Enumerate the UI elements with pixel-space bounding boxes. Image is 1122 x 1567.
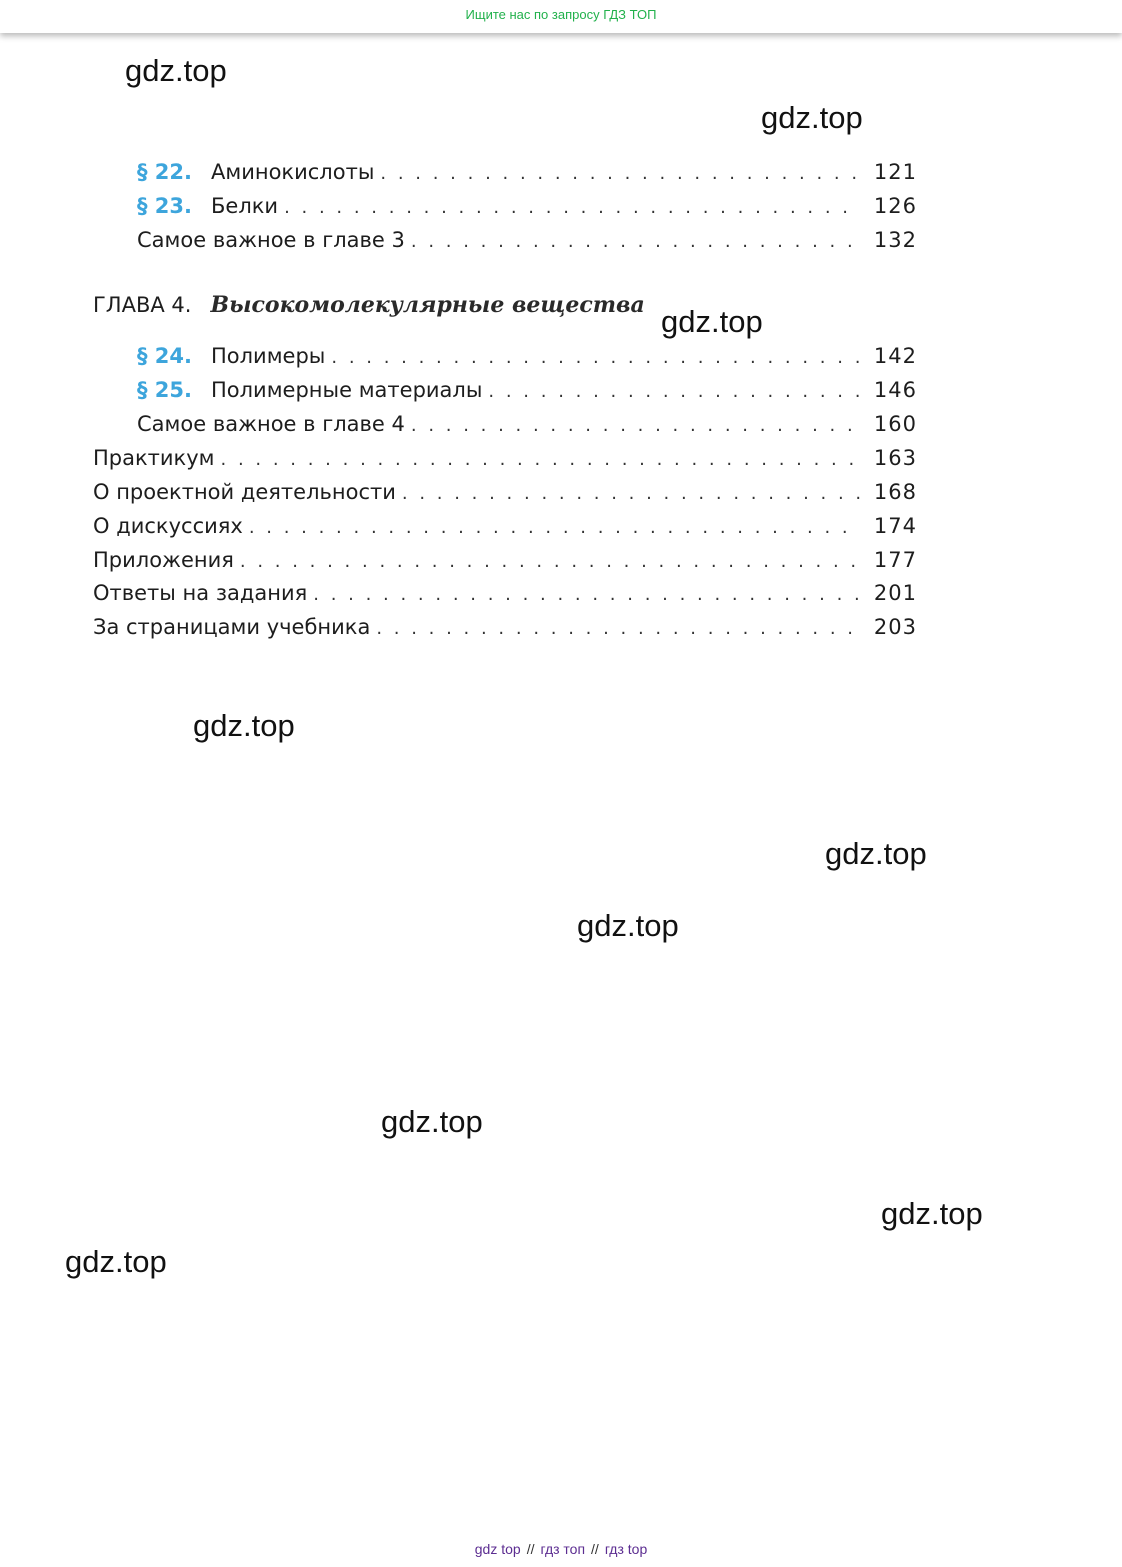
section-number: § 25.: [137, 378, 193, 402]
chapter-title: Высокомолекулярные вещества: [210, 292, 645, 318]
toc-entry: [93, 548, 917, 578]
watermark: gdz.top: [65, 1244, 167, 1279]
dot-leader: [380, 163, 861, 184]
entry-title: Аминокислоты: [211, 160, 375, 184]
entry-title: Ответы на задания: [93, 581, 308, 605]
watermark: gdz.top: [577, 908, 679, 943]
page-number: 174: [873, 514, 917, 538]
page-number: 160: [873, 412, 917, 436]
dot-leader: [488, 381, 861, 402]
entry-title: Полимерные материалы: [211, 378, 483, 402]
page-number: 142: [873, 344, 917, 368]
footer-link-gdz-top-ru[interactable]: гдз топ: [540, 1541, 586, 1557]
dot-leader: [284, 197, 861, 218]
toc-entry: [137, 378, 917, 408]
entry-title: За страницами учебника: [93, 615, 371, 639]
page-number: 168: [873, 480, 917, 504]
watermark: gdz.top: [825, 836, 927, 871]
watermark: gdz.top: [761, 100, 863, 135]
entry-title: О дискуссиях: [93, 514, 243, 538]
banner-text: Ищите нас по запросу ГДЗ ТОП: [465, 7, 657, 22]
toc-entry: [93, 446, 917, 476]
toc-entry: [93, 581, 917, 611]
section-number: § 22.: [137, 160, 193, 184]
footer-separator: //: [591, 1541, 599, 1557]
dot-leader: [313, 584, 861, 605]
chapter-heading: [93, 292, 645, 318]
watermark: gdz.top: [881, 1196, 983, 1231]
page-number: 203: [873, 615, 917, 639]
entry-title: Практикум: [93, 446, 215, 470]
entry-title: Самое важное в главе 4: [137, 412, 405, 436]
page-number: 121: [873, 160, 917, 184]
watermark: gdz.top: [661, 304, 763, 339]
page-number: 126: [873, 194, 917, 218]
section-number: § 24.: [137, 344, 193, 368]
footer-separator: //: [526, 1541, 535, 1557]
entry-title: Приложения: [93, 548, 234, 572]
toc-entry: [93, 514, 917, 544]
entry-title: Полимеры: [211, 344, 326, 368]
watermark: gdz.top: [193, 708, 295, 743]
page-number: 177: [873, 548, 917, 572]
toc-entry: [137, 228, 917, 258]
dot-leader: [411, 231, 861, 252]
watermark: gdz.top: [125, 53, 227, 88]
footer-links: [0, 1541, 1122, 1557]
watermark: gdz.top: [381, 1104, 483, 1139]
entry-title: Белки: [211, 194, 279, 218]
dot-leader: [376, 618, 861, 639]
page-number: 132: [873, 228, 917, 252]
footer-link-gdz-top-mixed[interactable]: гдз top: [604, 1541, 648, 1557]
dot-leader: [411, 415, 861, 436]
footer-link-gdz-top[interactable]: gdz top: [474, 1541, 521, 1557]
chapter-label: ГЛАВА 4.: [93, 293, 192, 317]
page-number: 201: [873, 581, 917, 605]
toc-entry: [137, 160, 917, 190]
toc-entry: [137, 344, 917, 374]
toc-entry: [137, 412, 917, 442]
page-number: 146: [873, 378, 917, 402]
toc-entry: [93, 480, 917, 510]
dot-leader: [240, 551, 861, 572]
dot-leader: [402, 483, 861, 504]
dot-leader: [331, 347, 861, 368]
toc-entry: [93, 615, 917, 645]
entry-title: О проектной деятельности: [93, 480, 396, 504]
top-banner: [0, 0, 1122, 33]
dot-leader: [221, 449, 861, 470]
dot-leader: [249, 517, 861, 538]
section-number: § 23.: [137, 194, 193, 218]
toc-entry: [137, 194, 917, 224]
entry-title: Самое важное в главе 3: [137, 228, 405, 252]
page-number: 163: [873, 446, 917, 470]
